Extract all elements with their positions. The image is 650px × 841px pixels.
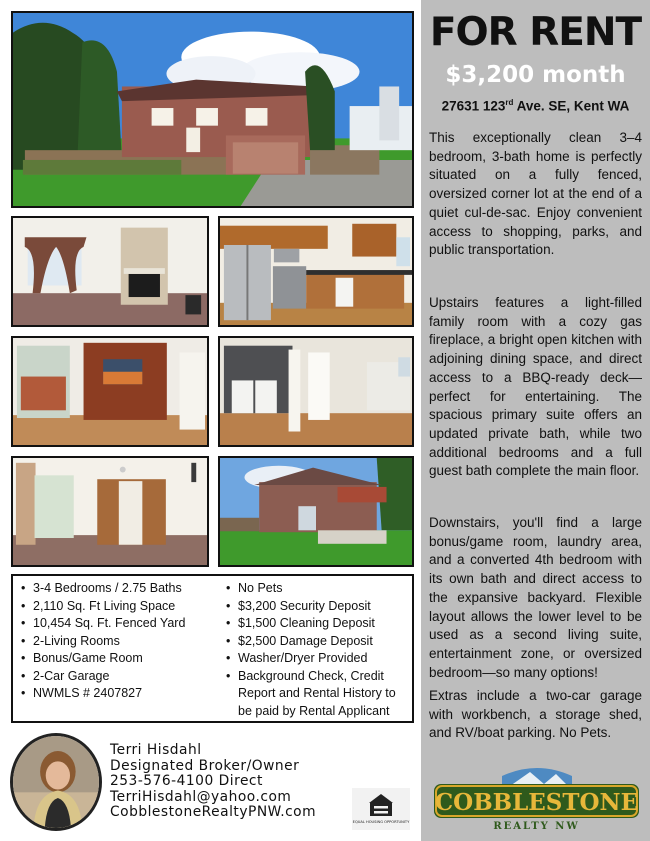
- laundry-photo: [218, 336, 414, 447]
- feature-item: • Bonus/Game Room: [21, 650, 221, 668]
- dining-room-photo: [11, 336, 209, 447]
- logo-sub: REALTY NW: [493, 821, 580, 832]
- agent-portrait: [10, 733, 102, 831]
- property-address: [421, 98, 650, 114]
- page-title: FOR RENT: [429, 10, 642, 55]
- feature-item: • Washer/Dryer Provided: [226, 650, 411, 668]
- rent-price: $3,200 month: [445, 62, 626, 88]
- address-suffix: rd: [505, 98, 514, 107]
- description-paragraph: This exceptionally clean 3–4 bedroom, 3-bath home is perfectly situated on a fully fenced, oversized corner lot at the end of a quiet cul-de-sac. Enjoy convenient access to shopping, parks, and public transportation.: [429, 130, 642, 258]
- equal-housing-icon: [352, 788, 410, 830]
- cobblestone-logo: [432, 762, 641, 832]
- description-paragraph: Downstairs, you'll find a large bonus/game room, laundry area, and a converted 4th bedroom with its own bath and direct access to the expansive backyard. Flexible layout allows the lower level to be used as a second living suite, entertainment zone, or oversized bedroom—so many options!: [429, 515, 642, 680]
- features-left-list: [21, 580, 221, 703]
- feature-item: • $1,500 Cleaning Deposit: [226, 615, 411, 633]
- feature-item: • 2,110 Sq. Ft Living Space: [21, 598, 221, 616]
- agent-website[interactable]: CobblestoneRealtyPNW.com: [110, 804, 317, 820]
- features-box: [11, 574, 414, 723]
- sidebar: [421, 0, 650, 841]
- address-street: Ave. SE, Kent WA: [513, 98, 630, 114]
- address-number: 27631 123: [441, 98, 506, 114]
- description-paragraph: Extras include a two-car garage with workbench, a storage shed, and RV/boat parking. No Pets.: [429, 688, 642, 741]
- agent-phone[interactable]: 253-576-4100 Direct: [110, 773, 263, 789]
- features-right-list: [226, 580, 411, 720]
- logo-name: COBBLESTONE: [434, 789, 639, 816]
- feature-item: • 3-4 Bedrooms / 2.75 Baths: [21, 580, 221, 598]
- feature-item: • No Pets: [226, 580, 411, 598]
- feature-item: • $3,200 Security Deposit: [226, 598, 411, 616]
- feature-item: • Background Check, Credit Report and Rental History to be paid by Rental Applicant: [226, 668, 411, 721]
- bedroom-photo: [11, 456, 209, 567]
- agent-email[interactable]: TerriHisdahl@yahoo.com: [110, 788, 292, 805]
- feature-item: • NWMLS # 2407827: [21, 685, 221, 703]
- feature-item: • 2-Living Rooms: [21, 633, 221, 651]
- feature-item: • 10,454 Sq. Ft. Fenced Yard: [21, 615, 221, 633]
- living-room-photo: [11, 216, 209, 327]
- agent-name: Terri Hisdahl: [110, 742, 202, 758]
- kitchen-photo: [218, 216, 414, 327]
- equal-housing-text: EQUAL HOUSING OPPORTUNITY: [352, 820, 410, 824]
- exterior-front-photo: [11, 11, 414, 208]
- feature-item: • $2,500 Damage Deposit: [226, 633, 411, 651]
- backyard-photo: [218, 456, 414, 567]
- feature-item: • 2-Car Garage: [21, 668, 221, 686]
- agent-title: Designated Broker/Owner: [110, 757, 300, 774]
- description-paragraph: Upstairs features a light-filled family room with a cozy gas fireplace, a bright open kitchen with adjoining dining space, and direct access to a BBQ-ready deck—perfect for entertaining. The spacious primary suite offers an updated private bath, while two additional bedrooms and a full guest bath complete the main floor.: [429, 295, 642, 479]
